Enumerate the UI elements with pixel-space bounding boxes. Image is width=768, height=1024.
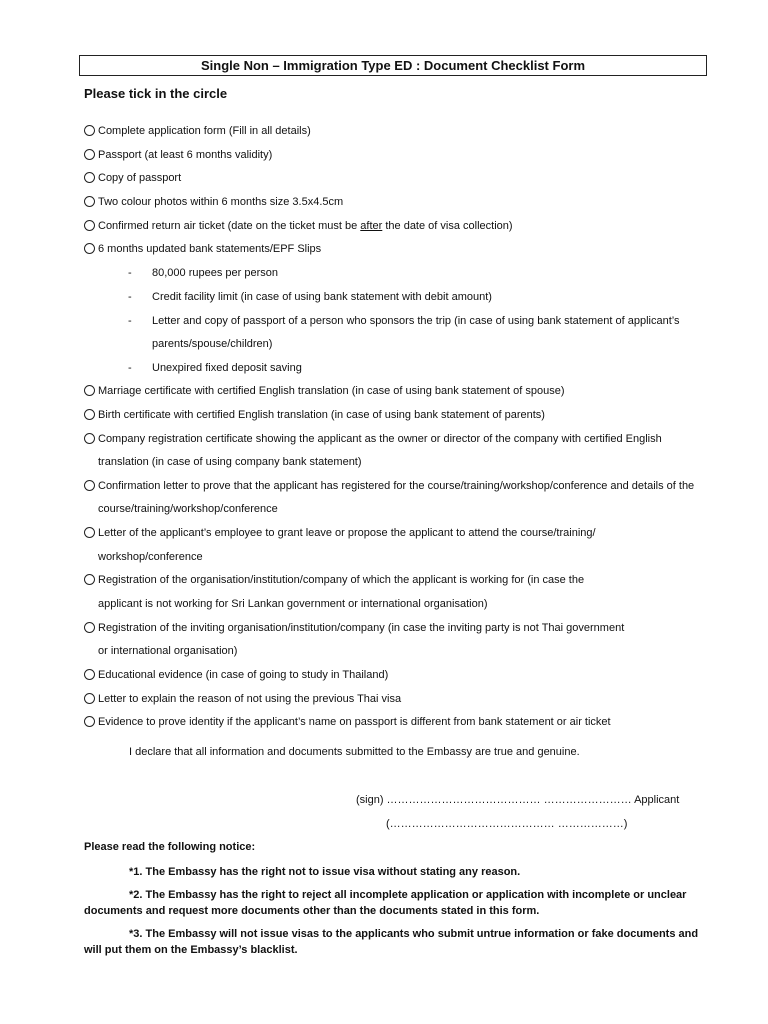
checkbox-circle-icon[interactable] xyxy=(84,574,95,585)
notice-heading: Please read the following notice: xyxy=(84,841,256,853)
checklist-item-air-ticket[interactable]: Confirmed return air ticket (date on the ticket must be after the date of visa collection) xyxy=(84,219,513,233)
checklist-item-photos[interactable]: Two colour photos within 6 months size 3.5x4.5cm xyxy=(84,195,343,209)
checklist-item-application-form[interactable]: Complete application form (Fill in all details) xyxy=(84,124,311,138)
checklist-item-employee-letter[interactable]: Letter of the applicant’s employee to grant leave or propose the applicant to attend the course/training/ xyxy=(84,526,596,540)
checklist-item-identity-evidence[interactable]: Evidence to prove identity if the applicant’s name on passport is different from bank statement or air ticket xyxy=(84,715,611,729)
notice-2: *2. The Embassy has the right to reject all incomplete application or application with incomplete or unclear xyxy=(129,889,687,901)
checkbox-circle-icon[interactable] xyxy=(84,669,95,680)
item-continuation: course/training/workshop/conference xyxy=(98,503,278,515)
item-continuation: workshop/conference xyxy=(98,551,203,563)
checklist-item-birth-certificate[interactable]: Birth certificate with certified English translation (in case of using bank statement of parents) xyxy=(84,408,545,422)
checkbox-circle-icon[interactable] xyxy=(84,409,95,420)
item-continuation: or international organisation) xyxy=(98,645,238,657)
checkbox-circle-icon[interactable] xyxy=(84,220,95,231)
checkbox-circle-icon[interactable] xyxy=(84,125,95,136)
checklist-item-passport-copy[interactable]: Copy of passport xyxy=(84,171,181,185)
checklist-item-previous-visa-letter[interactable]: Letter to explain the reason of not using the previous Thai visa xyxy=(84,692,401,706)
checklist-item-marriage-certificate[interactable]: Marriage certificate with certified English translation (in case of using bank statement of spouse) xyxy=(84,384,565,398)
checkbox-circle-icon[interactable] xyxy=(84,243,95,254)
checkbox-circle-icon[interactable] xyxy=(84,716,95,727)
notice-2-continuation: documents and request more documents other than the documents stated in this form. xyxy=(84,905,540,917)
checklist-item-bank-statements[interactable]: 6 months updated bank statements/EPF Slips xyxy=(84,242,321,256)
checkbox-circle-icon[interactable] xyxy=(84,527,95,538)
name-line: (……………………………………… ………………) xyxy=(386,818,628,830)
signature-line: (sign) …………………………………… …………………… Applicant xyxy=(356,794,680,806)
item-continuation: applicant is not working for Sri Lankan government or international organisation) xyxy=(98,598,488,610)
checklist-item-inviting-registration[interactable]: Registration of the inviting organisation/institution/company (in case the inviting party is not Thai government xyxy=(84,621,624,635)
checkbox-circle-icon[interactable] xyxy=(84,149,95,160)
checklist-item-passport[interactable]: Passport (at least 6 months validity) xyxy=(84,148,272,162)
checkbox-circle-icon[interactable] xyxy=(84,480,95,491)
checklist-item-organisation-registration[interactable]: Registration of the organisation/institution/company of which the applicant is working for (in case the xyxy=(84,573,584,587)
notice-1: *1. The Embassy has the right not to issue visa without stating any reason. xyxy=(129,866,521,878)
notice-3-continuation: will put them on the Embassy’s blacklist. xyxy=(84,944,298,956)
checkbox-circle-icon[interactable] xyxy=(84,433,95,444)
checklist-item-educational-evidence[interactable]: Educational evidence (in case of going to study in Thailand) xyxy=(84,668,388,682)
instruction-heading: Please tick in the circle xyxy=(84,86,228,101)
notice-3: *3. The Embassy will not issue visas to the applicants who submit untrue information or fake documents and xyxy=(129,928,699,940)
item-continuation: translation (in case of using company bank statement) xyxy=(98,456,362,468)
checklist-item-confirmation-letter[interactable]: Confirmation letter to prove that the applicant has registered for the course/training/workshop/conference and details of the xyxy=(84,479,694,493)
declaration: I declare that all information and documents submitted to the Embassy are true and genuine. xyxy=(129,746,580,758)
checklist-item-company-registration[interactable]: Company registration certificate showing the applicant as the owner or director of the company with certified English xyxy=(84,432,662,446)
checkbox-circle-icon[interactable] xyxy=(84,172,95,183)
checkbox-circle-icon[interactable] xyxy=(84,385,95,396)
checkbox-circle-icon[interactable] xyxy=(84,622,95,633)
form-title: Single Non – Immigration Type ED : Document Checklist Form xyxy=(79,55,707,76)
checkbox-circle-icon[interactable] xyxy=(84,196,95,207)
checkbox-circle-icon[interactable] xyxy=(84,693,95,704)
